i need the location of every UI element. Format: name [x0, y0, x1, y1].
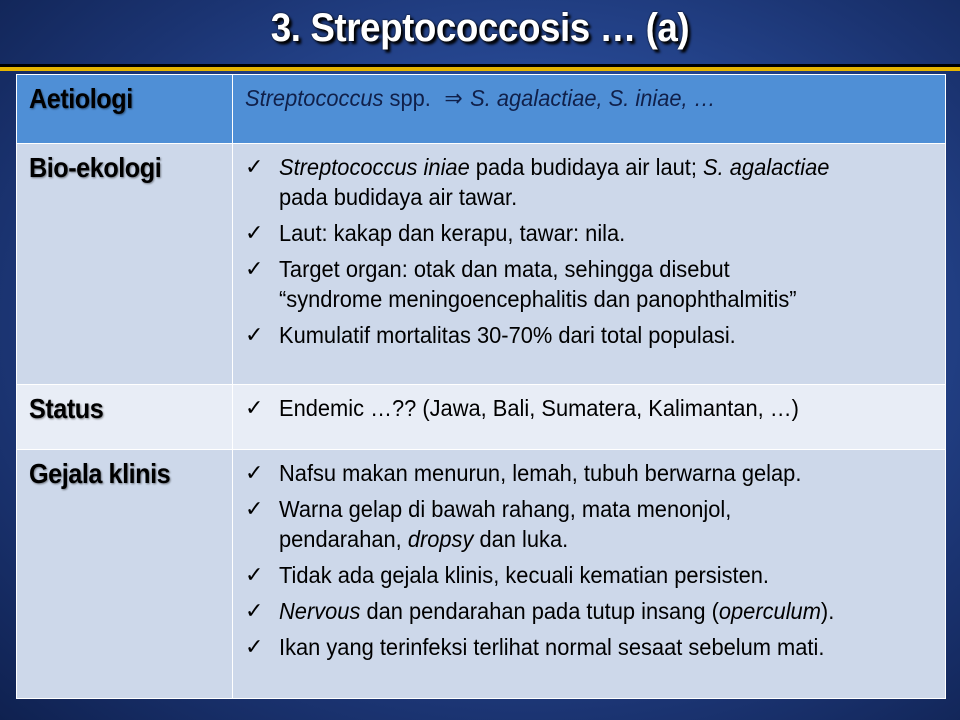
item-text: Kumulatif mortalitas 30-70% dari total populasi. [279, 322, 736, 348]
list-item [245, 494, 933, 554]
item-text: pendarahan, [279, 526, 408, 552]
check-icon: ✓ [245, 634, 264, 659]
item-text: “syndrome meningoencephalitis dan panophthalmitis” [279, 286, 797, 312]
item-text: Target organ: otak dan mata, sehingga disebut [279, 256, 730, 282]
list-item [245, 632, 933, 662]
item-text: ). [820, 598, 835, 624]
row-aetiologi [17, 75, 946, 144]
list-item [245, 152, 933, 212]
item-text: dan pendarahan pada tutup insang ( [360, 598, 719, 624]
item-text: Endemic …?? (Jawa, Bali, Sumatera, Kalimantan, …) [279, 395, 799, 421]
list-item [245, 254, 933, 314]
item-text: pada budidaya air tawar. [279, 184, 518, 210]
check-icon: ✓ [245, 395, 264, 420]
aetiologi-genus: Streptococcus [245, 85, 384, 111]
aetiologi-content [233, 75, 946, 144]
list-item [245, 596, 933, 626]
row-gejala-klinis [17, 450, 946, 699]
check-icon: ✓ [245, 496, 264, 521]
list-item [245, 560, 933, 590]
slide-title: 3. Streptococcosis … (a) [270, 6, 690, 50]
label-aetiologi: Aetiologi [29, 83, 133, 114]
list-item [245, 218, 933, 248]
info-table [16, 74, 946, 699]
item-text: Streptococcus iniae [279, 154, 470, 180]
aetiologi-spp: spp. [383, 85, 437, 111]
label-bio-ekologi: Bio-ekologi [29, 152, 162, 183]
item-text: Ikan yang terinfeksi terlihat normal sesaat sebelum mati. [279, 634, 825, 660]
item-text: Laut: kakap dan kerapu, tawar: nila. [279, 220, 626, 246]
check-icon: ✓ [245, 154, 264, 179]
item-text: S. agalactiae [703, 154, 830, 180]
list-item [245, 458, 933, 488]
item-text: Nafsu makan menurun, lemah, tubuh berwarna gelap. [279, 460, 802, 486]
list-item [245, 393, 933, 423]
aetiologi-species: S. agalactiae, S. iniae, … [470, 85, 716, 111]
title-rule-gold [0, 67, 960, 71]
label-status: Status [29, 393, 104, 424]
item-text: dan luka. [473, 526, 569, 552]
status-list [245, 393, 933, 423]
row-status [17, 385, 946, 450]
arrow-icon: ⇒ [444, 85, 463, 111]
check-icon: ✓ [245, 256, 264, 281]
gejala-klinis-list [245, 458, 933, 662]
check-icon: ✓ [245, 562, 264, 587]
check-icon: ✓ [245, 460, 264, 485]
item-text: Warna gelap di bawah rahang, mata menonjol, [279, 496, 732, 522]
row-bio-ekologi [17, 144, 946, 385]
list-item [245, 320, 933, 350]
label-gejala-klinis: Gejala klinis [29, 458, 171, 489]
check-icon: ✓ [245, 220, 264, 245]
item-text: Tidak ada gejala klinis, kecuali kematian persisten. [279, 562, 769, 588]
item-text: pada budidaya air laut; [469, 154, 704, 180]
bio-ekologi-list [245, 152, 933, 350]
item-text: dropsy [407, 526, 474, 552]
item-text: operculum [718, 598, 821, 624]
item-text: Nervous [279, 598, 361, 624]
check-icon: ✓ [245, 322, 264, 347]
check-icon: ✓ [245, 598, 264, 623]
